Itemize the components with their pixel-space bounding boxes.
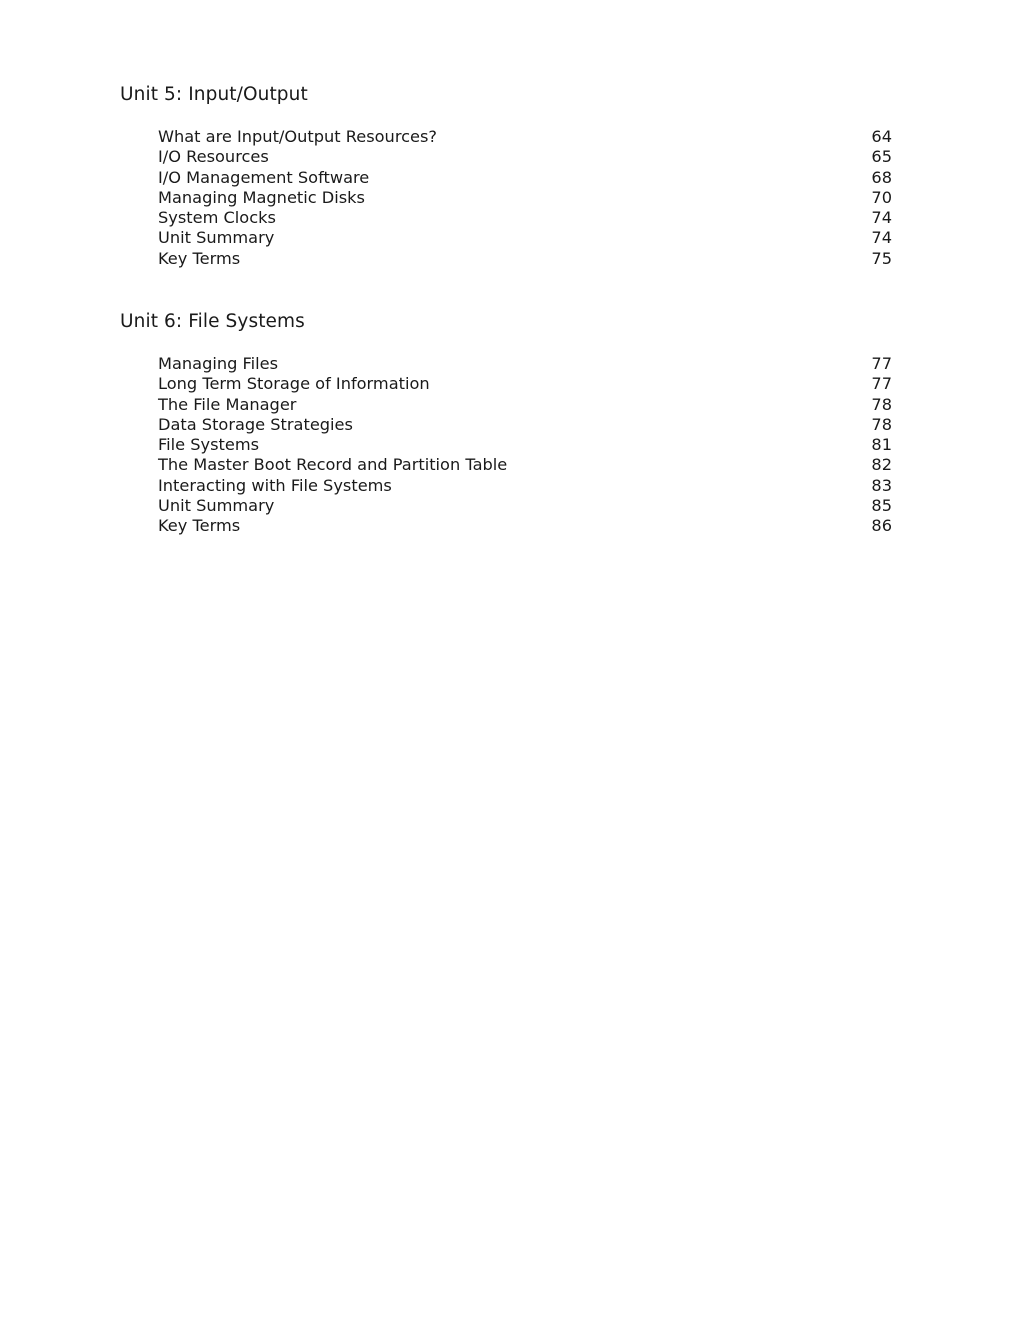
toc-list <box>158 127 892 269</box>
toc-entry[interactable] <box>158 415 892 435</box>
toc-entry-label: File Systems <box>158 435 260 455</box>
toc-entry-page: 75 <box>871 248 892 268</box>
toc-entry-page: 83 <box>871 475 892 495</box>
toc-list <box>158 354 892 537</box>
toc-entry[interactable] <box>158 476 892 496</box>
unit-title: Unit 5: Input/Output <box>120 84 308 105</box>
toc-entry[interactable] <box>158 354 892 374</box>
toc-entry-label: What are Input/Output Resources? <box>158 127 438 146</box>
toc-entry[interactable] <box>158 435 892 455</box>
toc-entry[interactable] <box>158 188 892 208</box>
toc-entry[interactable] <box>158 147 892 167</box>
toc-entry[interactable] <box>158 208 892 228</box>
toc-entry[interactable] <box>158 249 892 269</box>
toc-entry-label: Key Terms <box>158 516 241 536</box>
toc-entry-page: 74 <box>871 208 892 228</box>
toc-entry[interactable] <box>158 516 892 536</box>
toc-entry-page: 85 <box>871 496 892 516</box>
toc-entry-label: Managing Files <box>158 354 279 373</box>
toc-entry-page: 82 <box>871 455 892 475</box>
toc-entry[interactable] <box>158 374 892 394</box>
toc-entry-label: Interacting with File Systems <box>158 475 392 495</box>
toc-entry-page: 74 <box>871 228 892 248</box>
unit-title: Unit 6: File Systems <box>120 311 305 332</box>
toc-entry[interactable] <box>158 127 892 147</box>
toc-entry-page: 70 <box>871 187 892 207</box>
toc-entry-page: 64 <box>871 127 892 146</box>
toc-entry[interactable] <box>158 228 892 248</box>
toc-entry-label: I/O Management Software <box>158 167 370 187</box>
toc-entry-label: Long Term Storage of Information <box>158 374 430 394</box>
toc-entry-label: Managing Magnetic Disks <box>158 187 365 207</box>
toc-entry-label: The File Manager <box>158 394 297 414</box>
toc-entry-page: 77 <box>871 374 892 394</box>
toc-entry-page: 77 <box>871 354 892 373</box>
toc-entry-label: Unit Summary <box>158 496 275 516</box>
toc-entry-page: 68 <box>871 167 892 187</box>
toc-entry-page: 86 <box>871 516 892 536</box>
unit-6-section <box>120 310 892 536</box>
toc-entry-page: 78 <box>871 394 892 414</box>
toc-entry-label: Key Terms <box>158 248 241 268</box>
toc-entry-label: System Clocks <box>158 208 276 228</box>
toc-entry-label: I/O Resources <box>158 147 269 167</box>
toc-entry-label: Unit Summary <box>158 228 275 248</box>
toc-entry-page: 81 <box>871 435 892 455</box>
toc-entry[interactable] <box>158 496 892 516</box>
toc-entry[interactable] <box>158 395 892 415</box>
toc-entry-label: Data Storage Strategies <box>158 414 353 434</box>
toc-entry-label: The Master Boot Record and Partition Table <box>158 455 508 475</box>
toc-entry[interactable] <box>158 168 892 188</box>
toc-entry[interactable] <box>158 455 892 475</box>
unit-5-section <box>120 83 892 268</box>
toc-entry-page: 65 <box>871 147 892 167</box>
toc-entry-page: 78 <box>871 414 892 434</box>
